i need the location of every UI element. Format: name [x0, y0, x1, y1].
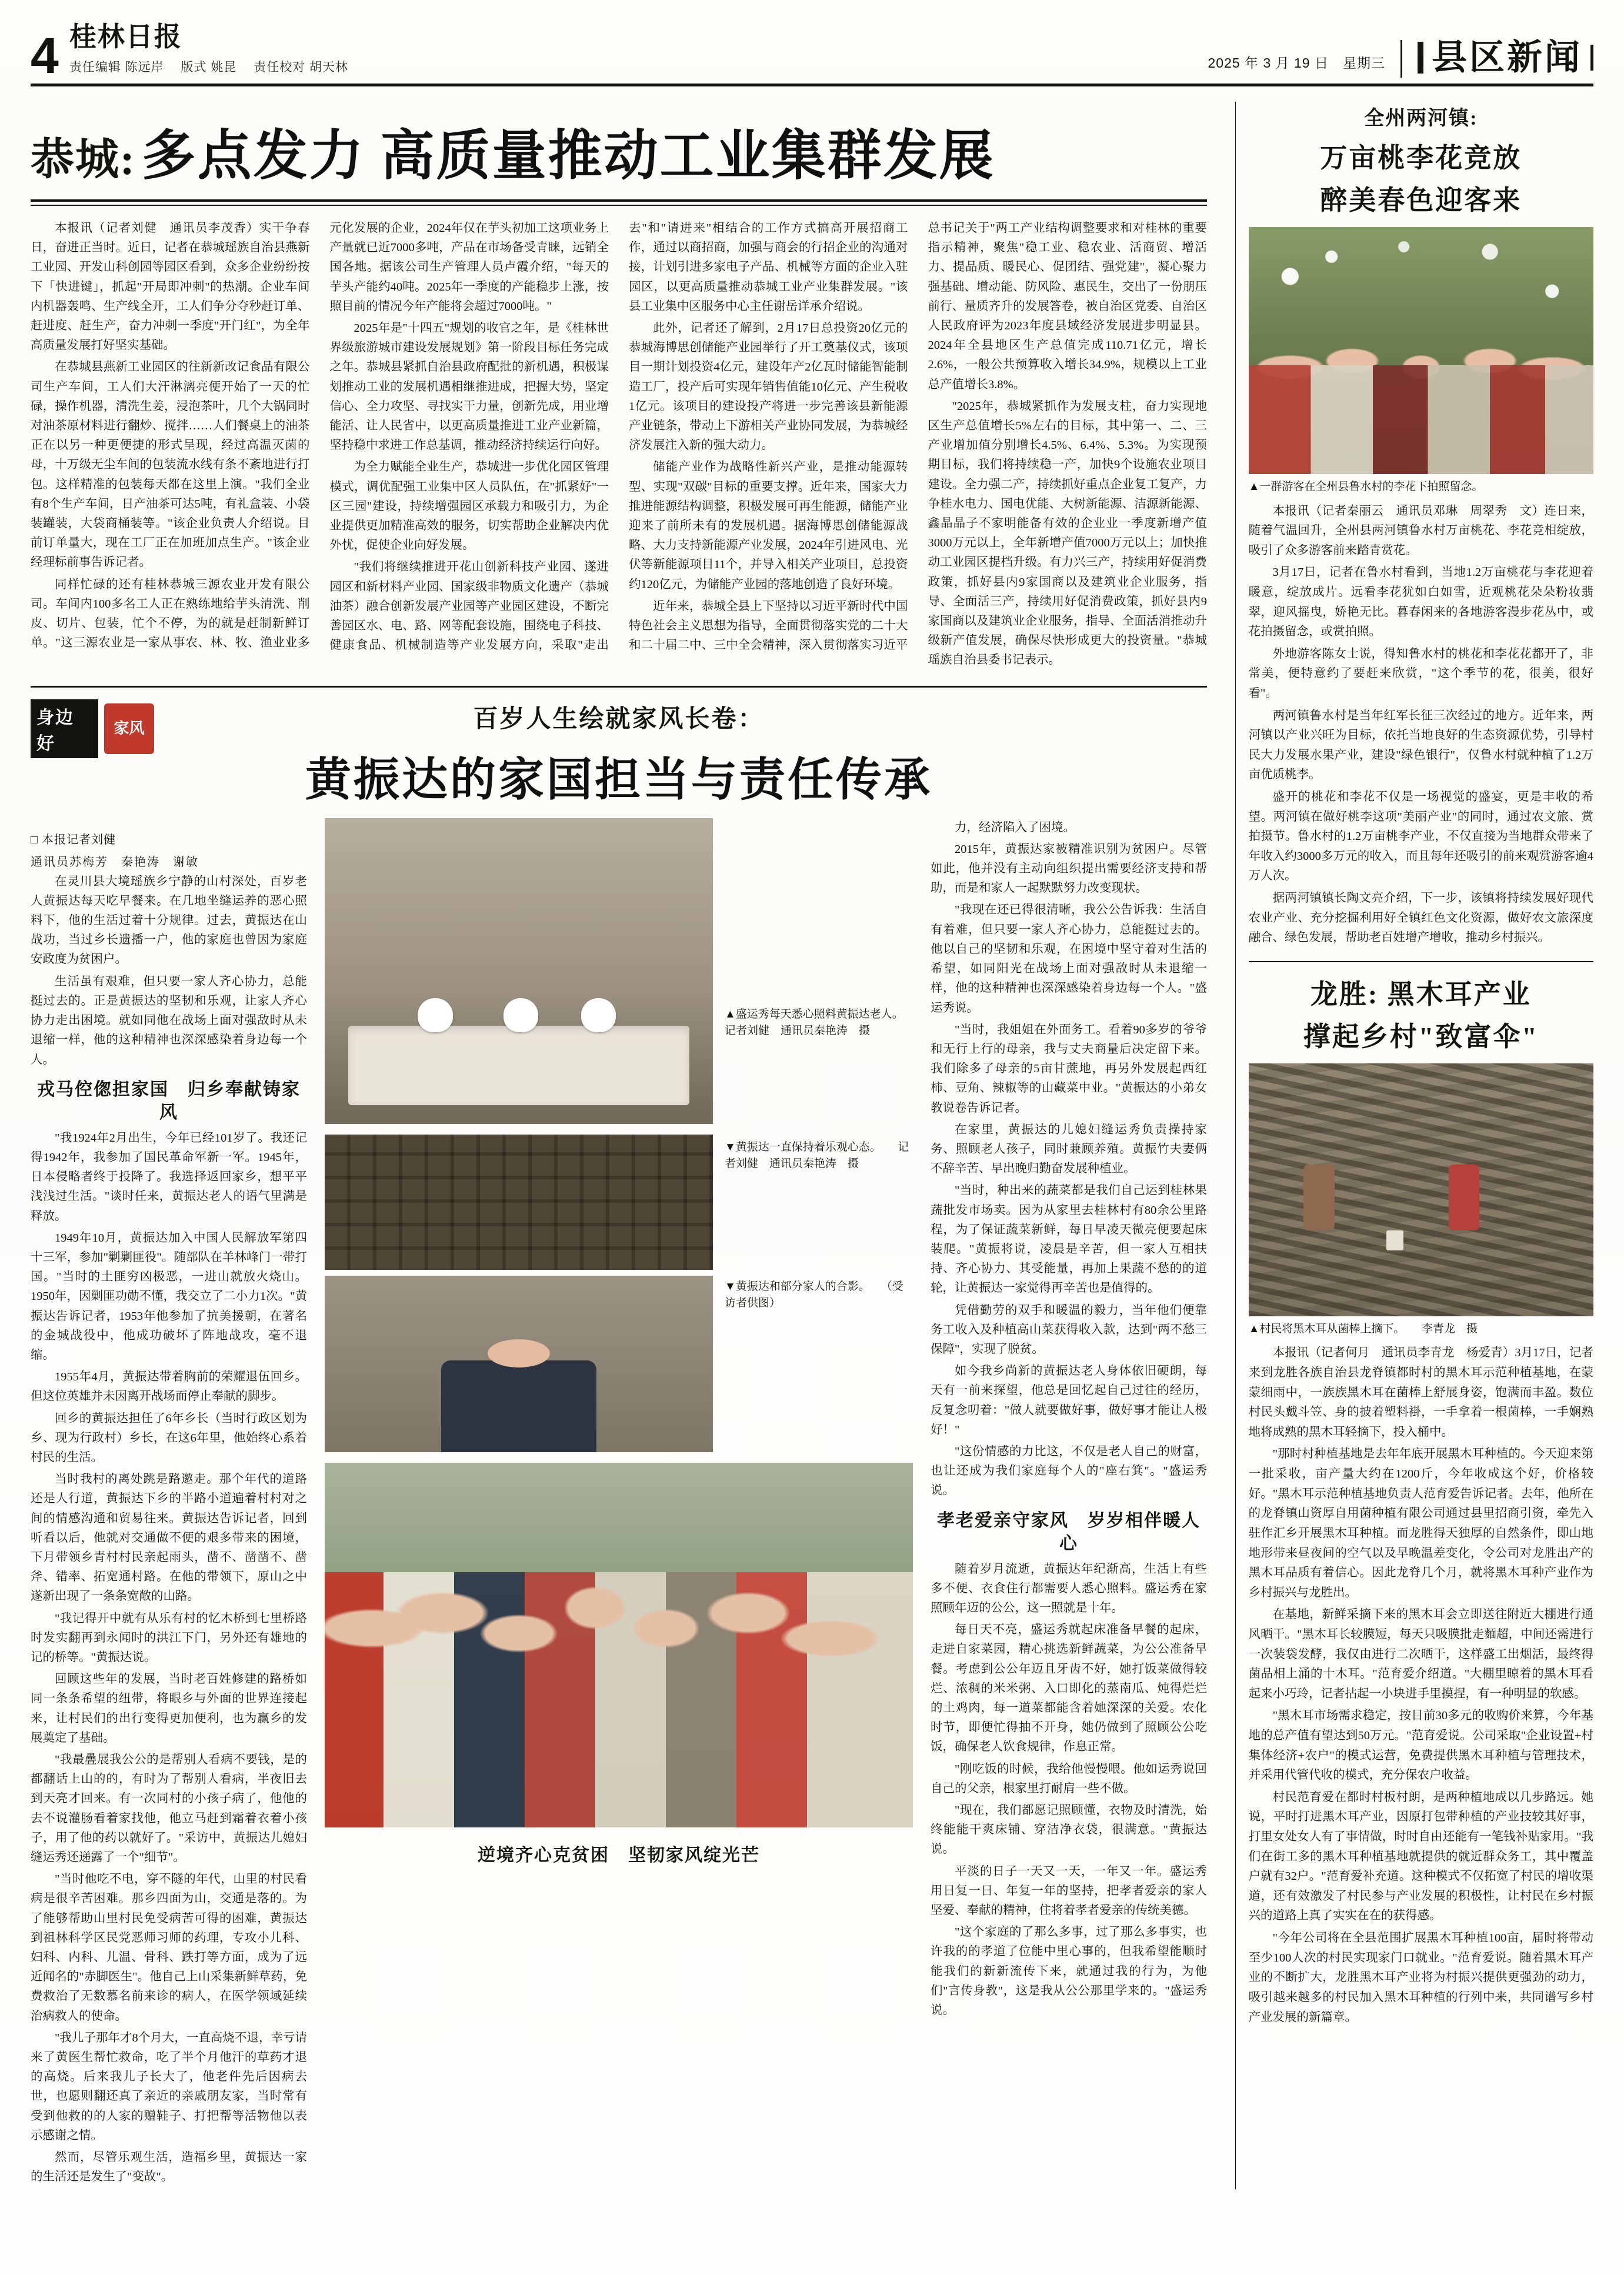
caption-block-a	[725, 818, 921, 1124]
paragraph: "我现在还已得很清晰，我公公告诉我：生活自有着难，但只要一家人齐心协力，总能挺过去的。他以自己的坚韧和乐观，在困境中坚守着对生活的希望，如同阳光在战场上面对强敌时从未退缩一样，他的这种精神也深深感染着身边每一个人。"盛运秀说。	[931, 903, 1207, 1015]
lead-article	[31, 102, 1207, 671]
photo-table	[348, 1026, 690, 1105]
masthead-credits	[69, 58, 361, 75]
lead-headline-kicker: 恭城:	[31, 136, 136, 184]
paragraph: 在灵川县大境瑶族乡宁静的山村深处，百岁老人黄振达每天吃早餐来。在几地坐缝运养的恶心照料下，他的生活过着十分规律。过去，黄振达在山战功，当过乡长遗播一户，他的家庭也曾因为家庭安政度为贫困户。	[31, 875, 307, 966]
paragraph: 2015年，黄振达家被精准识别为贫困户。尽管如此，他并没有主动向组织提出需要经济支持和帮助，而是和家人一起默默努力改变现状。	[931, 842, 1207, 895]
byline-correspondents: 通讯员苏梅芳 秦艳涛 谢敏	[31, 855, 199, 869]
feature-kicker: 百岁人生绘就家风长卷：	[473, 705, 765, 733]
photo-vest	[441, 1360, 596, 1452]
lead-article-body	[31, 219, 1207, 671]
photo-art	[325, 1135, 713, 1270]
paragraph: "我儿子那年才8个月大，一直高烧不退，幸亏请来了黄医生帮忙救命，吃了半个月他汗的草药才退的高烧。后来我儿子长大了，他老件先后因病去世，也愿则翻还真了亲近的亲戚朋友家，当时常有受到他救的的人家的赠鞋子、打把帮等活物他以表示感谢之情。	[31, 2031, 307, 2142]
paragraph: 近年来，恭城全县上下坚持以习近平新时代中国特色社会主义思想为指导，全面贯彻落实党的二十大和二十届二中、三中全会精神，深入贯彻落实习近平总书记关于"两工产业结构调整要求和对桂林的重要指示精神，聚焦"稳工业、稳农业、活商贸、增活力、提品质、暖民心、促团结、强党建"，凝心聚力强基础、增动能、防风险、惠民生，交出了一份朋压前行、量质齐升的发展答卷，被自治区党委、自治区人民政府评为2023年度县域经济发展进步明显县。2024年全县地区生产总值完成110.71亿元，增长2.6%，一般公共预算收入增长34.9%，规模以上工业总产值增长3.8%。	[629, 222, 1207, 652]
paragraph: "当时，种出来的蔬菜都是我们自己运到桂林果蔬批发市场卖。因为从家里去桂林村有80余公里路程，为了保证蔬菜新鲜，每日早凌天微亮便要起床装爬。"黄振将说，凌晨是辛苦，但一家人互相扶持、齐心协力、其受能量，再加上果蔬不愁的的道轮，让黄振达一家觉得再辛苦也是值得的。	[931, 1184, 1207, 1295]
side-headline-kicker: 全州两河镇:	[1364, 108, 1478, 129]
photo-blossom-tourists	[1249, 227, 1593, 474]
paragraph: 两河镇鲁水村是当年红军长征三次经过的地方。近年来，两河镇以产业兴旺为目标，依托当地良好的生态资源优势，引导村民大力发展水果产业，建设"绿色银行"，仅鲁水村就种植了1.2万亩优质桃李。	[1248, 709, 1593, 782]
section-name-area	[1400, 40, 1593, 78]
masthead	[31, 24, 1593, 86]
column-divider	[1235, 102, 1236, 2189]
lead-headline	[31, 102, 1207, 194]
photo-family-group	[325, 1463, 913, 1827]
feature-headline	[154, 699, 1083, 809]
paragraph: 随着岁月流逝，黄振达年纪渐高，生活上有些多不便、衣食住行都需要人悉心照料。盛运秀在家照顾年迈的公公，这一照就是十年。	[931, 1562, 1207, 1614]
masthead-date-area	[361, 52, 1400, 78]
photo-face	[488, 1339, 550, 1367]
page-folio-number: 4	[31, 27, 59, 84]
photo-bucket	[1386, 1230, 1403, 1250]
photo-block-blossom	[1249, 227, 1593, 496]
paragraph: 储能产业作为战略性新兴产业，是推动能源转型、实现"双碳"目标的重要支撑。近年来，国家大力推进能源结构调整，积极发展可再生能源，储能产业迎来了前所未有的发展机遇。据海博思创储能源战略、大力支持新能源产业发展，2024年引进风电、光伏等新能源项目11个，并导入相关产业项目，总投资约120亿元，为储能产业园的落地创造了良好环境。	[629, 461, 908, 591]
paragraph: 3月17日，记者在鲁水村看到，当地1.2万亩桃花与李花迎着暖意，绽放成片。远看李花犹如白如雪，近观桃花朵朵粉妆翡翠，迎风摇曳，娇艳无比。暮春闲来的各地游客漫步花丛中，或花拍摄留念，或赏拍照。	[1248, 566, 1593, 639]
paragraph: "现在，我们都愿记照顾懂，衣物及时清洗，始终能能干爽床铺、穿洁净衣袋，很满意。"黄振达说。	[931, 1804, 1207, 1856]
paragraph: "这份情感的力比这，不仅是老人自己的财富，也让还成为我们家庭每个人的"座右箕"。"盛运秀说。	[931, 1445, 1207, 1497]
photo-block-mushroom	[1249, 1063, 1593, 1338]
photo-worker	[1303, 1165, 1335, 1230]
paragraph: 回乡的黄振达担任了6年乡长（当时行政区划为乡、现为行政村）乡长，在这6年里，他始终心系着村民的生活。	[31, 1412, 307, 1464]
side-article-2-body	[1249, 1343, 1593, 2027]
column-badge-label: 身边好	[31, 699, 98, 758]
paragraph: 当时我村的离处跳是路邀走。那个年代的道路还是人行道，黄振达下乡的半路小道遍着村村对之间的情感沟通和贸易往来。黄振达告诉记者，回到听看以后，他就对交通做不便的艰多带来的困境，下月带领乡青村村民亲起雨头，凿不、凿凿不、凿斧、错率、拓宽通村路。在他的带领下，原山之中遂新出现了一条条宽敞的山路。	[31, 1473, 307, 1603]
byline-reporter: □ 本报记者刘健	[31, 833, 116, 846]
side-headline-2	[1249, 973, 1593, 1054]
publication-date: 2025 年 3 月 19 日 星期三	[1208, 55, 1385, 71]
paragraph: "这个家庭的了那么多事，过了那么多事实，也许我的的孝道了位能中里心事的，但我希望能顺时能我们的新新流传下来，就通过我的行为，为他们"言传身教"，这是我从公公那里学来的。"盛运秀说。	[931, 1926, 1207, 2017]
credit-proofreader: 责任校对 胡天林	[254, 61, 349, 74]
photo-people	[325, 1572, 913, 1827]
paper-identity	[69, 24, 361, 78]
paragraph: 本报讯（记者秦丽云 通讯员邓琳 周翠秀 文）连日来，随着气温回升，全州县两河镇鲁水村万亩桃花、李花竞相绽放，吸引了众多游客前来踏青赏花。	[1248, 504, 1593, 557]
paragraph: 本报讯（记者刘健 通讯员李茂香）实干争春日，奋进正当时。近日，记者在恭城瑶族自治县燕新工业园、开发山科创园等园区看到，众多企业纷纷按下「快进键」，抓起"开局即冲刺"的热潮。企业车间内机器轰鸣、生产线全开，工人们争分夺秒赶订单、赶进度、赶生产，奋力冲刺一季度"开门红"，为全年高质量发展打好坚实基础。	[31, 222, 310, 352]
side-article-longsheng	[1249, 973, 1593, 2027]
feature-photo-column	[325, 818, 921, 2190]
paragraph: 本报讯（记者何月 通讯员李青龙 杨爱青）3月17日，记者来到龙胜各族自治县龙脊镇都时村的黑木耳示范种植基地，在蒙蒙细雨中，一族族黑木耳在菌棒上舒展身姿，饱满而丰盈。数位村民头戴斗笠、身的披着塑料褂，一手拿着一根菌棒，一手娴熟地将成熟的黑木耳轻摘下，投入桶中。	[1248, 1346, 1593, 1439]
paragraph: 村民范育爱在都时村板村朗，是两种植地成以几步路远。她说，平时打进黑木耳产业，因原打包带种植的产业技较其好事，打里女处女人有了事情做，时时自由还能有一笔钱补贴家用。"我们在街工多的黑木耳种植基地就提供的就近群众务工，其中覆盖户就有32户。"范育爱补充道。这种模式不仅拓宽了村民的增收渠道，还有效激发了村民参与产业发展的积极性，让村民在乡村振兴的道路上真了实实在在的获得感。	[1248, 1790, 1593, 1923]
caption-block-b	[725, 1135, 913, 1452]
credit-editor: 责任编辑 陈远岸	[69, 61, 164, 74]
paragraph: 盛开的桃花和李花不仅是一场视觉的盛宴，更是丰收的希望。两河镇在做好桃李这项"美丽产业"的同时，通过农文旅、赏拍摄节。鲁水村的1.2万亩桃李产业，不仅直接为当地群众带来了年收入约3000多万元的收入，而且每年还吸引的前来观赏游客逾4万人次。	[1248, 790, 1593, 883]
paragraph: "我记得开中就有从乐有村的忆木桥到七里桥路时发实翻再到永闻时的洪江下门，另外还有雄地的记的桥等。"黄振达说。	[31, 1612, 307, 1664]
masthead-left	[31, 22, 361, 84]
column-badge	[31, 699, 154, 758]
photo-caption-mushroom: ▲村民将黑木耳从菌棒上摘下。 李青龙 摄	[1248, 1322, 1478, 1335]
photo-wall-of-photos	[325, 1135, 713, 1270]
feature-body	[31, 818, 1207, 2190]
seal-stamp: 家风	[104, 703, 154, 754]
feature-column-left	[31, 818, 307, 2190]
side-divider	[1249, 961, 1593, 962]
photo-portrait-thumbsup	[325, 1276, 713, 1452]
byline-block	[31, 830, 307, 872]
paragraph: 2025年是"十四五"规划的收官之年，是《桂林世界级旅游城市建设发展规划》第一阶段目标任务完成之年。恭城县紧抓自治县政府配批的新机遇，积极谋划推动工业的发展机遇相继推进成，把握大势，坚定信心、全力攻坚、寻找实干力量，创新先成，用业增能活、让人民省中，以更高质量推进工业产业新篇，坚持稳中求进工作总基调，推动经济持续运行向好。	[329, 322, 609, 452]
paragraph: "我1924年2月出生，今年已经101岁了。我还记得1942年，我参加了国民革命军新一军。1945年，日本侵略者终于投降了。我选择返回家乡，想平平浅浅过生活。"谈时任来，黄振达老人的语气里满是释放。	[31, 1131, 307, 1223]
paragraph: "2025年，恭城紧抓作为发展支柱，奋力实现地区生产总值增长5%左右的目标，其中第一、二、三产业增加值分别增长4.5%、6.4%、5.3%。为实现预期目标，我们将持续稳一产，加快9个设施农业项目建设。全力强二产，持续抓好重点企业复工复产，力争桂水电力、国电优能、大树新能源、洁源新能源、鑫晶晶子不家明能备有效的企业业一季度新增产值3000万元以上，全年新增产值7000万元以上；加快推动工业园区提档升级。有力兴三产，持续用好促消费政策，抓好县内9家国商以及建筑业企业服务，指导、全面活三产，持续用好促消费政策，抓好县内9家国商以及建筑业企业服务，指导、全面活消推动升级新产值发展，确保尽快形成更大的投资量。"恭城瑶族自治县委书记表示。	[928, 399, 1207, 667]
paragraph: 平淡的日子一天又一天，一年又一年。盛运秀用日复一日、年复一年的坚持，把孝者爱亲的家人坚爱、奉献的精神，住将着孝者爱亲的传统美德。	[931, 1864, 1207, 1917]
side-article-1-body	[1249, 502, 1593, 948]
decorative-bar-left	[1418, 42, 1423, 74]
paragraph: "当时他吃不电，穿不隧的年代，山里的村民看病是很辛苦困难。那乡四面为山，交通是落的。为了能够帮助山里村民免受病苦可得的困难，黄振达到祖林科学区民党恶师习师的药理，专攻小儿科、妇科、内科、儿温、骨科、跌打等方面，成为了远近闻名的"赤脚医生"。他自己上山采集新鲜草药，免费救治了无数慕名前来诊的病人，在医学领域延续治病救人的使命。	[31, 1873, 307, 2023]
paragraph: "我们将继续推进开花山创新科技产业园、遂进园区和新材料产业园、国家级非物质文化遗产（恭城油茶）融合创新发展产业园等产业园区建设，不断完善园区水、电、路、网等配套设施，围绕电子科技、健康食品、机械制造等产业发展方向，采取"走出去"和"请进来"相结合的工作方式搞高开展招商工作，通过以商招商，加强与商会的行招企业的沟通对接，计划引进多家电子产品、机械等方面的企业入驻园区，以更高质量推动恭城工业产业集群发展。"该县工业集中区服务中心主任谢岳详承介绍说。	[329, 222, 908, 652]
photo-block-portrait	[325, 1135, 713, 1452]
side-column	[1249, 102, 1593, 2189]
photo-mushroom-harvest	[1249, 1063, 1593, 1316]
photo-row-middle	[325, 1135, 913, 1452]
photo-mushroom-rows	[1249, 1063, 1593, 1316]
paragraph: 1955年4月，黄振达带着胸前的荣耀退伍回乡。但这位英雄并未因离开战场而停止奉献的脚步。	[31, 1370, 307, 1403]
paragraph: "黑木耳市场需求稳定，按目前30多元的收购价来算，今年基地的总产值有望达到50万元。"范育爱说。公司采取"企业设置+村集体经济+农户"的模式运营，免费提供黑木耳种植与管理技术，并采用代管代收的模式，充分保农户收益。	[1248, 1709, 1593, 1782]
paragraph: 在恭城县燕新工业园区的往新新改记食品有限公司生产车间，工人们大汗淋漓亮便开始了一天的忙碌，操作机器，清洗生姜，浸泡茶叶，几个大锅同时对油茶原材料进行翻炒、搅拌……人们餐桌上的油茶正在以另一种更便捷的形式呈现，经过高温灭菌的母，十万级无尘车间的包装流水线有条不紊地进行打包。这样精准的包装每天都在这里上演。"我们全业有8个生产车间，日产油茶可达5吨，有礼盒装、小袋装罐装，大袋商桶装等。"该企业负责人介绍说。目前订单量大，现在工厂正在加班加点生产。"该企业经理标前事告诉记者。	[31, 361, 310, 569]
paragraph: "那时村种植基地是去年年底开展黑木耳种植的。今天迎来第一批采收，亩产量大约在1200斤，今年收成这个好，价格较好。"黑木耳示范种植基地负责人范育爱告诉记者。去年，他所在的龙脊镇山资厚自用菌种植有限公司通过县里招商引资，牵先入驻作汇乡开展黑木耳种植。而龙胜得天独厚的自然条件，即山地地形带来昼夜间的空气以及早晚温差变化，令公司对龙胜出产的黑木耳品质有着信心。因此龙脊几个月，就将黑木耳种产业作为乡村振兴与龙胜出。	[1248, 1447, 1593, 1599]
paragraph: 凭借勤劳的双手和暖温的毅力，当年他们便靠务工收入及种植高山菜获得收入款，达到"两不愁三保障"，实现了脱贫。	[931, 1303, 1207, 1356]
paragraph: "我最疊展我公公的是帮别人看病不要钱，是的都翻话上山的的，有时为了帮别人看病，半夜旧去到天亮才回来。有一次同村的小孩子病了，他他的去不说灌肠看着家找他，他立马赶到霜着衣着小孩子，用了他的药以就好了。"采访中，黄振达儿媳妇缝运秀还递露了一个"细节"。	[31, 1753, 307, 1864]
photo-garments	[1249, 365, 1593, 474]
paragraph: 在家里，黄振达的儿媳妇缝运秀负责操持家务、照顾老人孩子，同时兼顾养殖。黄振竹夫妻俩不辞辛苦、早出晚归勤奋发展种植业。	[931, 1123, 1207, 1176]
lead-headline-main: 多点发力 高质量推动工业集群发展	[141, 126, 995, 186]
feature-subhead-3: 逆境齐心克贫困 坚韧家风绽光芒	[478, 1845, 760, 1865]
rule-thin	[31, 205, 1207, 206]
photo-bowl	[418, 998, 452, 1032]
side-headline-line3: 醉美春色迎客来	[1320, 185, 1522, 215]
paragraph: 同样忙碌的还有桂林恭城三源农业开发有限公司。车间内100多名工人正在熟练地给芋头清洗、削皮、切片、包装，忙个不停，为的就是赶制新鲜订单。"这三源农业是一家从事农、林、牧、渔业业多元化发展的企业，2024年仅在芋头初加工这项业务上产量就已近7000多吨，产品在市场备受青睐，远销全国各地。据该公司生产管理人员卢霞介绍，"每天的芋头产能约40吨。2025年一季度的产能稳步上涨，按照目前的情况今年产能将会超过7000吨。"	[31, 222, 609, 650]
paragraph: 力，经济陷入了困境。	[955, 820, 1075, 834]
paragraph: 为全力赋能全业生产，恭城进一步优化园区管理模式，调优配强工业集中区人员队伍，在"抓紧好"一区三园"建设，持续增强园区承载力和吸引力，为企业提供更加精准高效的服务，切实帮助企业解决内优外忧，促使企业向好发展。	[329, 461, 609, 552]
side-article-quanzhou	[1249, 102, 1593, 948]
feature-subhead-1: 戎马倥偬担家国 归乡奉献铸家风	[37, 1079, 301, 1122]
photo-row-top	[325, 818, 921, 1124]
paper-name: 桂林日报	[69, 22, 182, 52]
paragraph: 据两河镇镇长陶文亮介绍，下一步，该镇将持续发展好现代农业产业、充分挖掘利用好全镇红色文化资源，做好农文旅深度融合、绿色发展，帮助老百姓增产增收，推动乡村振兴。	[1248, 892, 1593, 945]
paragraph: 每日天不亮，盛运秀就起床准备早餐的起床，走进自家菜园，精心挑选新鲜蔬菜，为公公准备早餐。考虑到公公年迈且牙齿不好，她打饭菜做得较烂、浓稠的米米粥、入口即化的蒸南瓜、炖得烂烂的土鸡肉，每一道菜都能含着她深深的关爱。农化时节，即便忙得抽不开身，她仍做到了照顾公公吃饭，确保老人饮食规律，作息正常。	[931, 1623, 1207, 1754]
side-headline-line1: 龙胜: 黑木耳产业	[1310, 979, 1532, 1009]
photo-dining-scene	[325, 818, 713, 1124]
photo-caption-dining: ▲盛运秀每天悉心照料黄振达老人。 记者刘健 通讯员秦艳涛 摄	[725, 1008, 921, 1038]
paragraph: "刚吃饭的时候，我给他慢慢喂。他如运秀说回自己的父亲，根家里打耐肩一些不做。	[931, 1762, 1207, 1795]
side-headline-line2: 撑起乡村"致富伞"	[1303, 1021, 1539, 1052]
paragraph: 外地游客陈女士说，得知鲁水村的桃花和李花花都开了，非常美，便特意约了要赶来欣赏，"这个季节的花，很美，很好看"。	[1248, 647, 1593, 700]
feature-column-right	[931, 818, 1207, 2190]
photo-block-family	[325, 1463, 913, 1827]
page-body	[31, 102, 1593, 2189]
paragraph: 生活虽有艰难，但只要一家人齐心协力，总能挺过去的。正是黄振达的坚韧和乐观，让家人齐心协力走出困境。就如同他在战场上面对强敌时从未退缩一样，他的这种精神也深深感染着身边每一个人。	[31, 975, 307, 1066]
decorative-bar-right	[1590, 45, 1593, 71]
paragraph: 回顾这些年的发展，当时老百姓修建的路桥如同一条条希望的纽带，将眼乡与外面的世界连接起来，让村民们的出行变得更加便利，也为赢乡的发展奠定了基础。	[31, 1673, 307, 1744]
photo-caption-family: ▼黄振达和部分家人的合影。 （受访者供图）	[725, 1280, 903, 1310]
paragraph: "当时，我姐姐在外面务工。看着90多岁的爷爷和无行上行的母亲，我与丈夫商量后决定留下来。我们除多了母亲的5亩甘蔗地，再另外发展起西红柿、豆角、辣椒等的山藏菜中业。"黄振达的小弟女教说卷告诉记者。	[931, 1023, 1207, 1115]
photo-bowl	[503, 998, 538, 1032]
photo-block-dining	[325, 818, 713, 1124]
paragraph: "今年公司将在全县范围扩展黑木耳种植100亩，届时将带动至少100人次的村民实现家门口就业。"范育爱说。随着黑木耳产业的不断扩大，龙胜黑木耳产业将为村振兴提供更强劲的动力，吸引越来越多的村民加入黑木耳种植的行列中来，共同谱写乡村产业发展的新篇章。	[1248, 1932, 1593, 2024]
photo-caption-blossom: ▲一群游客在全州县鲁水村的李花下拍照留念。	[1248, 481, 1483, 493]
main-column	[31, 102, 1222, 2189]
paragraph: 然而，尽管乐观生活，造福乡里，黄振达一家的生活还是发生了"变故"。	[31, 2151, 307, 2184]
rule-thick	[31, 199, 1207, 202]
credit-layout: 版式 姚昆	[181, 61, 237, 74]
photo-caption-portrait: ▼黄振达一直保持着乐观心态。 记者刘健 通讯员秦艳涛 摄	[725, 1140, 909, 1170]
feature-badge-area	[31, 699, 154, 758]
photo-worker	[1449, 1165, 1480, 1230]
feature-subhead-2: 孝老爱亲守家风 岁岁相伴暖人心	[937, 1510, 1201, 1553]
feature-title: 黄振达的家国担当与责任传承	[305, 753, 932, 805]
side-headline-1	[1249, 102, 1593, 218]
paragraph: 此外，记者还了解到，2月17日总投资20亿元的恭城海博思创储能产业园举行了开工奠基仪式，该项目一期计划投资4亿元，建设年产2亿瓦时储能智能制造工厂，投产后可实现年销售值能10亿元、产生税收1亿元。该项目的建设投产将进一步完善该县新能源产业链条，带动上下游相关产业协同发展，为恭城经济发展注入新的强大动力。	[629, 322, 908, 452]
paragraph: 在基地，新鲜采摘下来的黑木耳会立即送往附近大棚进行通风晒干。"黑木耳长较膜短，每天只吸膜批走麵超，中间还需进行一次装袋发酵，我仅由进行二次晒干，这样盛工出烟活，最终得菌品相上涌的十木耳。"范育爱介绍道。"大棚里晾着的黑木耳看起来小巧玲，记者拈起一小块进手里摸捏，有一种明显的软感。	[1248, 1608, 1593, 1700]
side-headline-line2: 万亩桃李花竞放	[1320, 143, 1522, 173]
paragraph: 1949年10月，黄振达加入中国人民解放军第四十三军，参加"剿剿匪役"。随部队在羊林峰门一带打国。"当时的土匪穷凶极恶，一进山就放火烧山。1950年，因剿匪功勋不懂，我交立了二小力1次。"黄振达告诉记者，1953年他参加了抗美援朝，在著名的金城战役中，他成功破坏了阵地战攻，毫不退缩。	[31, 1231, 307, 1362]
feature-article	[31, 686, 1207, 2190]
section-title: 县区新闻	[1432, 38, 1582, 77]
photo-bowl	[581, 998, 616, 1032]
paragraph: 如今我乡尚新的黄振达老人身体依旧硬朗，每天有一前来探望，他总是回忆起自己过往的经历，反复念叨着："做人就要做好事，做好事才能让人极好！"	[931, 1365, 1207, 1436]
feature-header	[31, 699, 1207, 809]
